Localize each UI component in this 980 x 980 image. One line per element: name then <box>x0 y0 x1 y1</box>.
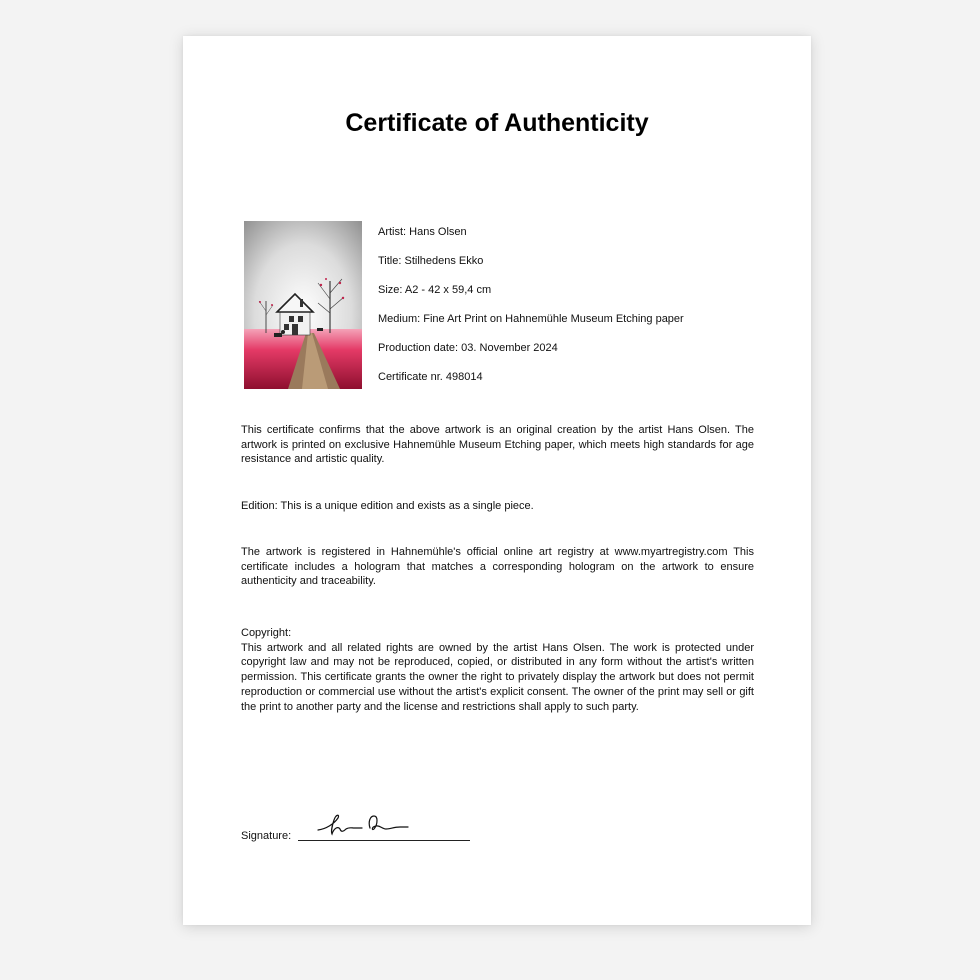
registry-paragraph: The artwork is registered in Hahnemühle's official online art registry at www.myartregistry.com This certificate includes a hologram that matches a corresponding hologram on the artwork to ensure authenticity and traceability. <box>241 546 754 588</box>
signature-row <box>241 810 501 850</box>
edition-paragraph: Edition: This is a unique edition and exists as a single piece. <box>241 500 534 512</box>
copyright-body: This artwork and all related rights are owned by the artist Hans Olsen. The work is protected under copyright law and may not be reproduced, copied, or distributed in any form without the artist's written permission. This certificate grants the owner the right to privately display the artwork but does not permit reproduction or commercial use without the artist's explicit consent. The owner of the print may sell or gift the print to another party and the license and restrictions shall apply to such party. <box>241 641 754 713</box>
detail-medium: Medium: Fine Art Print on Hahnemühle Museum Etching paper <box>378 313 684 325</box>
certificate-page <box>183 36 811 925</box>
copyright-section <box>241 626 754 714</box>
artwork-thumbnail <box>244 221 362 389</box>
signature-label: Signature: <box>241 830 292 842</box>
page-title: Certificate of Authenticity <box>345 109 649 137</box>
detail-title: Title: Stilhedens Ekko <box>378 255 484 267</box>
signature-line <box>298 840 470 841</box>
handwritten-signature <box>316 810 411 838</box>
detail-production-date: Production date: 03. November 2024 <box>378 342 558 354</box>
confirmation-paragraph: This certificate confirms that the above artwork is an original creation by the artist Hans Olsen. The artwork is printed on exclusive Hahnemühle Museum Etching paper, which meets high standards for age resistance and artistic quality. <box>241 424 754 466</box>
detail-certificate-number: Certificate nr. 498014 <box>378 371 483 383</box>
copyright-heading: Copyright: <box>241 627 292 639</box>
detail-artist: Artist: Hans Olsen <box>378 226 467 238</box>
artwork-details <box>378 226 778 400</box>
detail-size: Size: A2 - 42 x 59,4 cm <box>378 284 492 296</box>
